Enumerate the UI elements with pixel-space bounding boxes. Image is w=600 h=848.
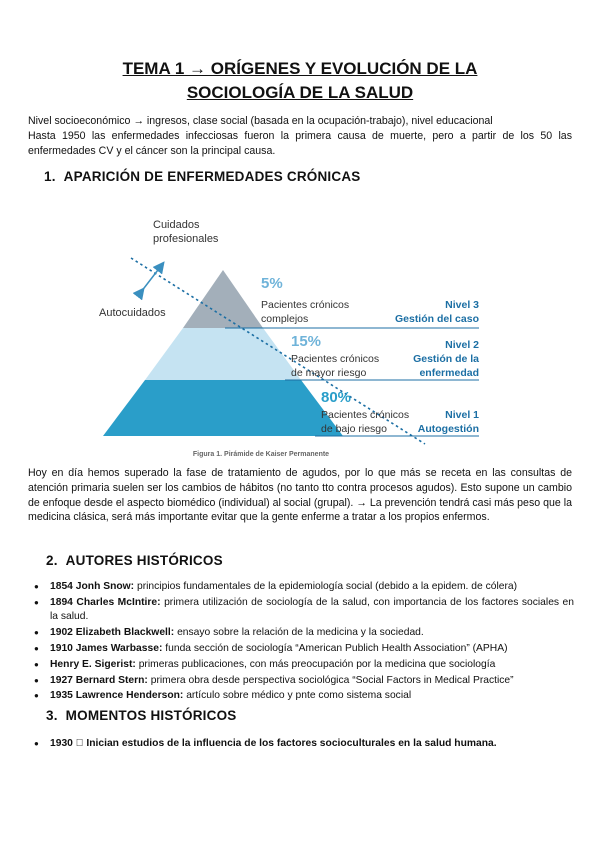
level1-percent: 80% [321,389,352,406]
list-item: ● 1910 James Warbasse: funda sección de sociología “American Publich Health Association” (APHA) [34,642,574,657]
level2-desc2: de mayor riesgo [291,367,367,379]
document-title-line1: TEMA 1 → ORÍGENES Y EVOLUCIÓN DE LA [122,59,478,78]
level2-percent: 15% [291,333,322,350]
label-profesionales: profesionales [153,233,219,245]
section1-heading [44,169,361,184]
list-item: ● 1927 Bernard Stern: primera obra desde perspectiva sociológica “Social Factors in Medical Practice” [34,674,574,689]
intro-line1: Nivel socioeconómico → ingresos, clase social (basada en la ocupación-trabajo), nivel educacional [28,115,493,127]
paragraph-treatment: Hoy en día hemos superado la fase de tratamiento de agudos, por lo que más se receta en las consultas de atención primaria suelen ser los cambios de hábitos (no tanto tto contra procesos agudos). Esto supone un cambio de enfoque desde el aspecto biomédico (individual) al social (grupal). → La prevención tendrá casi más peso que la medicina clásica, será más importante evitar que la gente enferme a tratar a los propios enfermos. [28,467,572,524]
label-cuidados: Cuidados [153,219,200,231]
moments-list [34,737,574,753]
level1-desc2: de bajo riesgo [321,423,387,435]
section3-heading [46,708,236,723]
list-item: ● Henry E. Sigerist: primeras publicaciones, con más preocupación por la medicina que sociología [34,658,574,673]
section3-title: MOMENTOS HISTÓRICOS [65,708,237,723]
list-item: ● 1930   Inician estudios de la influencia de los factores socioculturales en la salud humana. [34,737,574,752]
pyramid-level1 [103,380,343,436]
level3-name: Gestión del caso [394,313,479,325]
list-item: ● 1854 Jonh Snow: principios fundamentales de la epidemiología social (debido a la epidem. de cólera) [34,580,574,595]
section1-title: APARICIÓN DE ENFERMEDADES CRÓNICAS [63,169,361,184]
label-autocuidados: Autocuidados [99,307,166,319]
list-item: ● 1902 Elizabeth Blackwell: ensayo sobre la relación de la medicina y la sociedad. [34,626,574,641]
level3-percent: 5% [261,275,283,292]
list-item: ● 1894 Charles McIntire: primera utilización de sociología de la salud, con importancia de los factores sociales en la salud. [34,596,574,625]
section3-number: 3. [46,708,58,723]
section1-number: 1. [44,169,56,184]
level3-desc2: complejos [261,313,309,325]
kaiser-pyramid-figure [95,212,495,462]
pyramid-level2 [145,328,301,380]
level3-desc1: Pacientes crónicos [261,299,350,311]
level3-nivel: Nivel 3 [445,299,479,311]
intro-line2: Hasta 1950 las enfermedades infecciosas fueron la primera causa de muerte, pero a partir de los 50 las enfermedades CV y el cáncer son la principal causa. [28,130,572,157]
level2-desc1: Pacientes crónicos [291,353,380,365]
level1-nivel: Nivel 1 [445,409,479,421]
figure-caption: Figura 1. Pirámide de Kaiser Permanente [192,451,330,458]
level2-name1: Gestión de la [413,353,479,365]
authors-list [34,580,574,705]
pyramid-level3 [183,270,263,328]
document-title-line2: SOCIOLOGÍA DE LA SALUD [186,83,414,102]
level1-desc1: Pacientes crónicos [321,409,410,421]
section2-heading [46,553,223,568]
list-item: ● 1935 Lawrence Henderson: artículo sobre médico y pnte como sistema social [34,689,574,704]
section2-title: AUTORES HISTÓRICOS [65,553,223,568]
section2-number: 2. [46,553,58,568]
level2-name2: enfermedad [419,367,479,379]
level1-name: Autogestión [417,423,479,435]
level2-nivel: Nivel 2 [445,339,479,351]
